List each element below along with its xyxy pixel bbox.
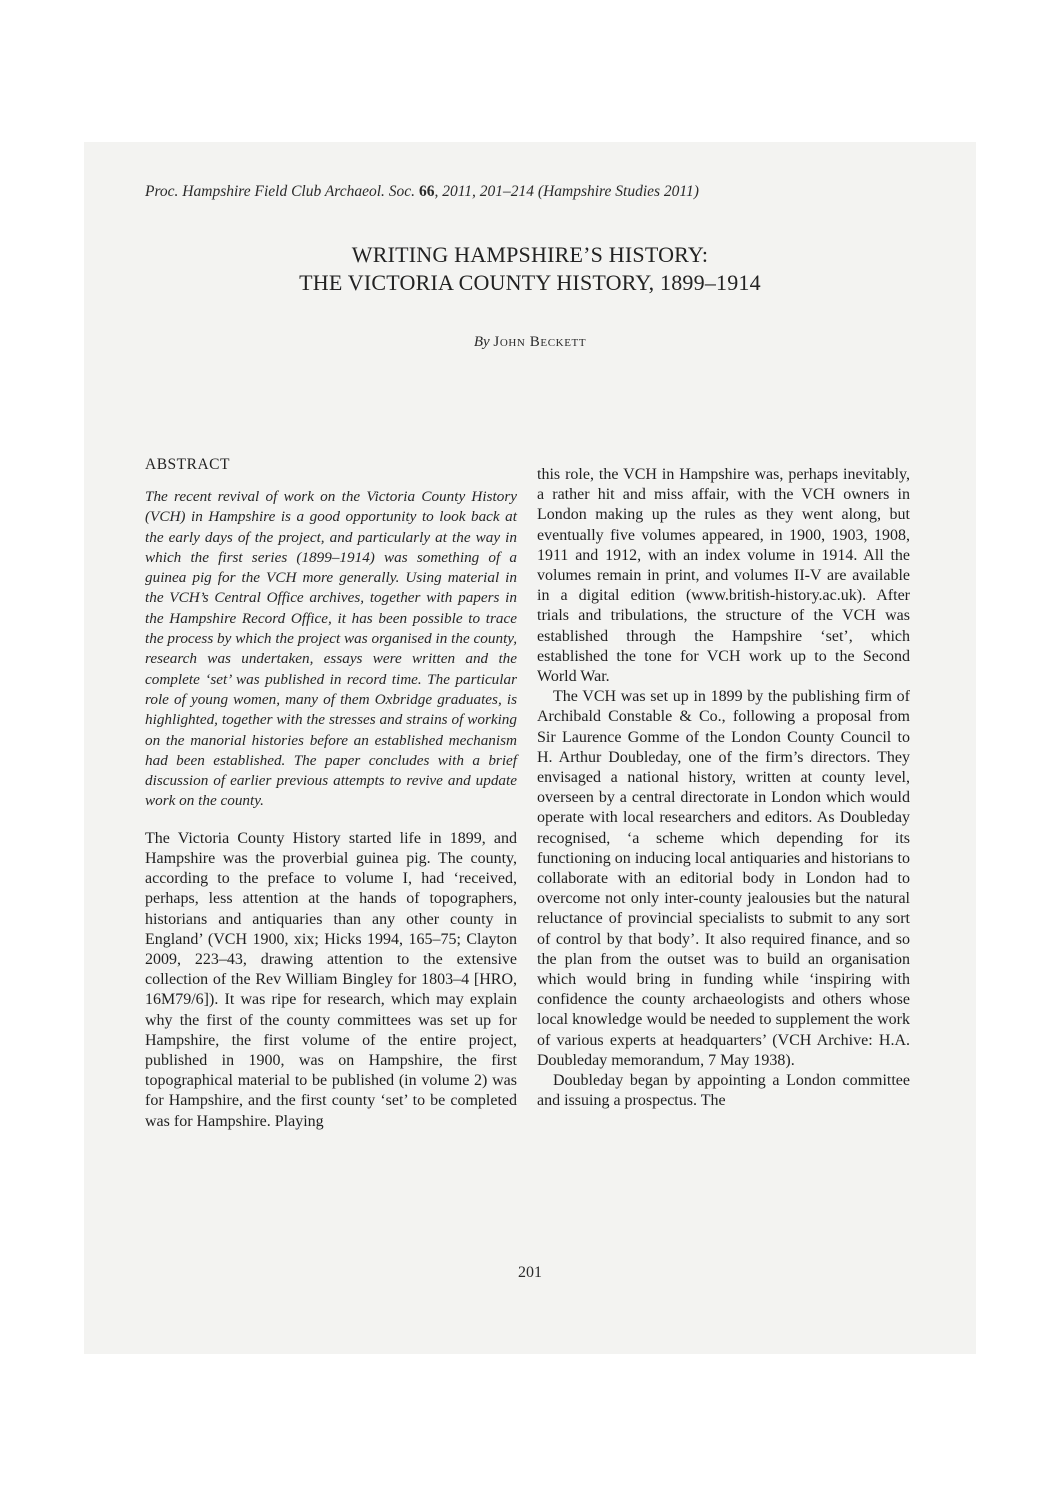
body-paragraph-doubleday: Doubleday began by appointing a London committee and issuing a prospectus. The [537,1072,910,1110]
body-paragraph-continued: this role, the VCH in Hampshire was, perhaps inevitably, a rather hit and miss affair, with the VCH owners in London making up the rules as they went along, but eventually five volumes appeared, in 1900, 1903, 1908, 1911 and 1912, with an index volume in 1914. All the volumes remain in print, and volumes II-V are available in a digital edition (www.british-history.ac.uk). After trials and tribulations, the structure of the VCH was established through the Hampshire ‘set’, which established the tone for VCH work up to the Second World War. [537,466,910,686]
body-paragraph-intro: The Victoria County History started life in 1899, and Hampshire was the proverbial guinea pig. The county, according to the preface to volume I, had ‘received, perhaps, less attention at the hands of topographers, historians and antiquaries than any other county in England’ (VCH 1900, xix; Hicks 1994, 165–75; Clayton 2009, 223–43, drawing attention to the extensive collection of the Rev William Bingley for 1803–4 [HRO, 16M79/6]). It was ripe for research, which may explain why the first of the county committees was set up for Hampshire, the first volume of the entire project, published in 1900, was on Hampshire, the first topographical material to be published (in volume 2) was for Hampshire, and the first county ‘set’ to be completed was for Hampshire. Playing [145,829,517,1130]
left-column [145,456,517,1132]
article-title-line-2: THE VICTORIA COUNTY HISTORY, 1899–1914 [299,270,761,295]
page-number: 201 [518,1264,542,1281]
abstract-heading: ABSTRACT [145,456,230,473]
abstract-text: The recent revival of work on the Victoria County History (VCH) in Hampshire is a good opportunity to look back at the early days of the project, and particularly at the way in which the first series (1899–1914) was something of a guinea pig for the VCH more generally. Using material in the VCH’s Central Office archives, together with papers in the Hampshire Record Office, it has been possible to trace the process by which the project was organised in the county, research was undertaken, essays were written and the complete ‘set’ was published in record time. The particular role of young women, many of them Oxbridge graduates, is highlighted, together with the stresses and strains of working on the manorial histories before an established mechanism had been established. The paper concludes with a brief discussion of earlier previous attempts to revive and update work on the county. [145,488,517,810]
right-column [537,465,910,1112]
body-paragraph-setup: The VCH was set up in 1899 by the publishing firm of Archibald Constable & Co., following a proposal from Sir Laurence Gomme of the London County Council to H. Arthur Doubleday, one of the firm’s directors. They envisaged a national history, written at county level, overseen by a central directorate in London which would operate with local researchers and editors. As Doubleday recognised, ‘a scheme which depending for its functioning on inducing local antiquaries and historians to collaborate with an editorial body in London had to overcome not only inter-county jealousies but the natural reluctance of provincial specialists to submit to any sort of control by that body’. It also required finance, and so the plan from the outset was to build an organisation which would bring in funding while ‘inspiring with confidence the county archaeologists and others whose local knowledge would be needed to supplement the work of various experts at headquarters’ (VCH Archive: H.A. Doubleday memorandum, 7 May 1938). [537,688,910,1069]
journal-name: Proc. Hampshire Field Club Archaeol. Soc. [145,183,416,200]
article-title-line-1: WRITING HAMPSHIRE’S HISTORY: [351,242,709,267]
journal-volume: 66 [418,183,435,200]
journal-citation [145,183,925,201]
byline [145,334,915,351]
journal-pages: , 2011, 201–214 (Hampshire Studies 2011) [434,183,699,200]
byline-prefix: By [473,334,490,350]
author-name: John Beckett [493,334,587,350]
